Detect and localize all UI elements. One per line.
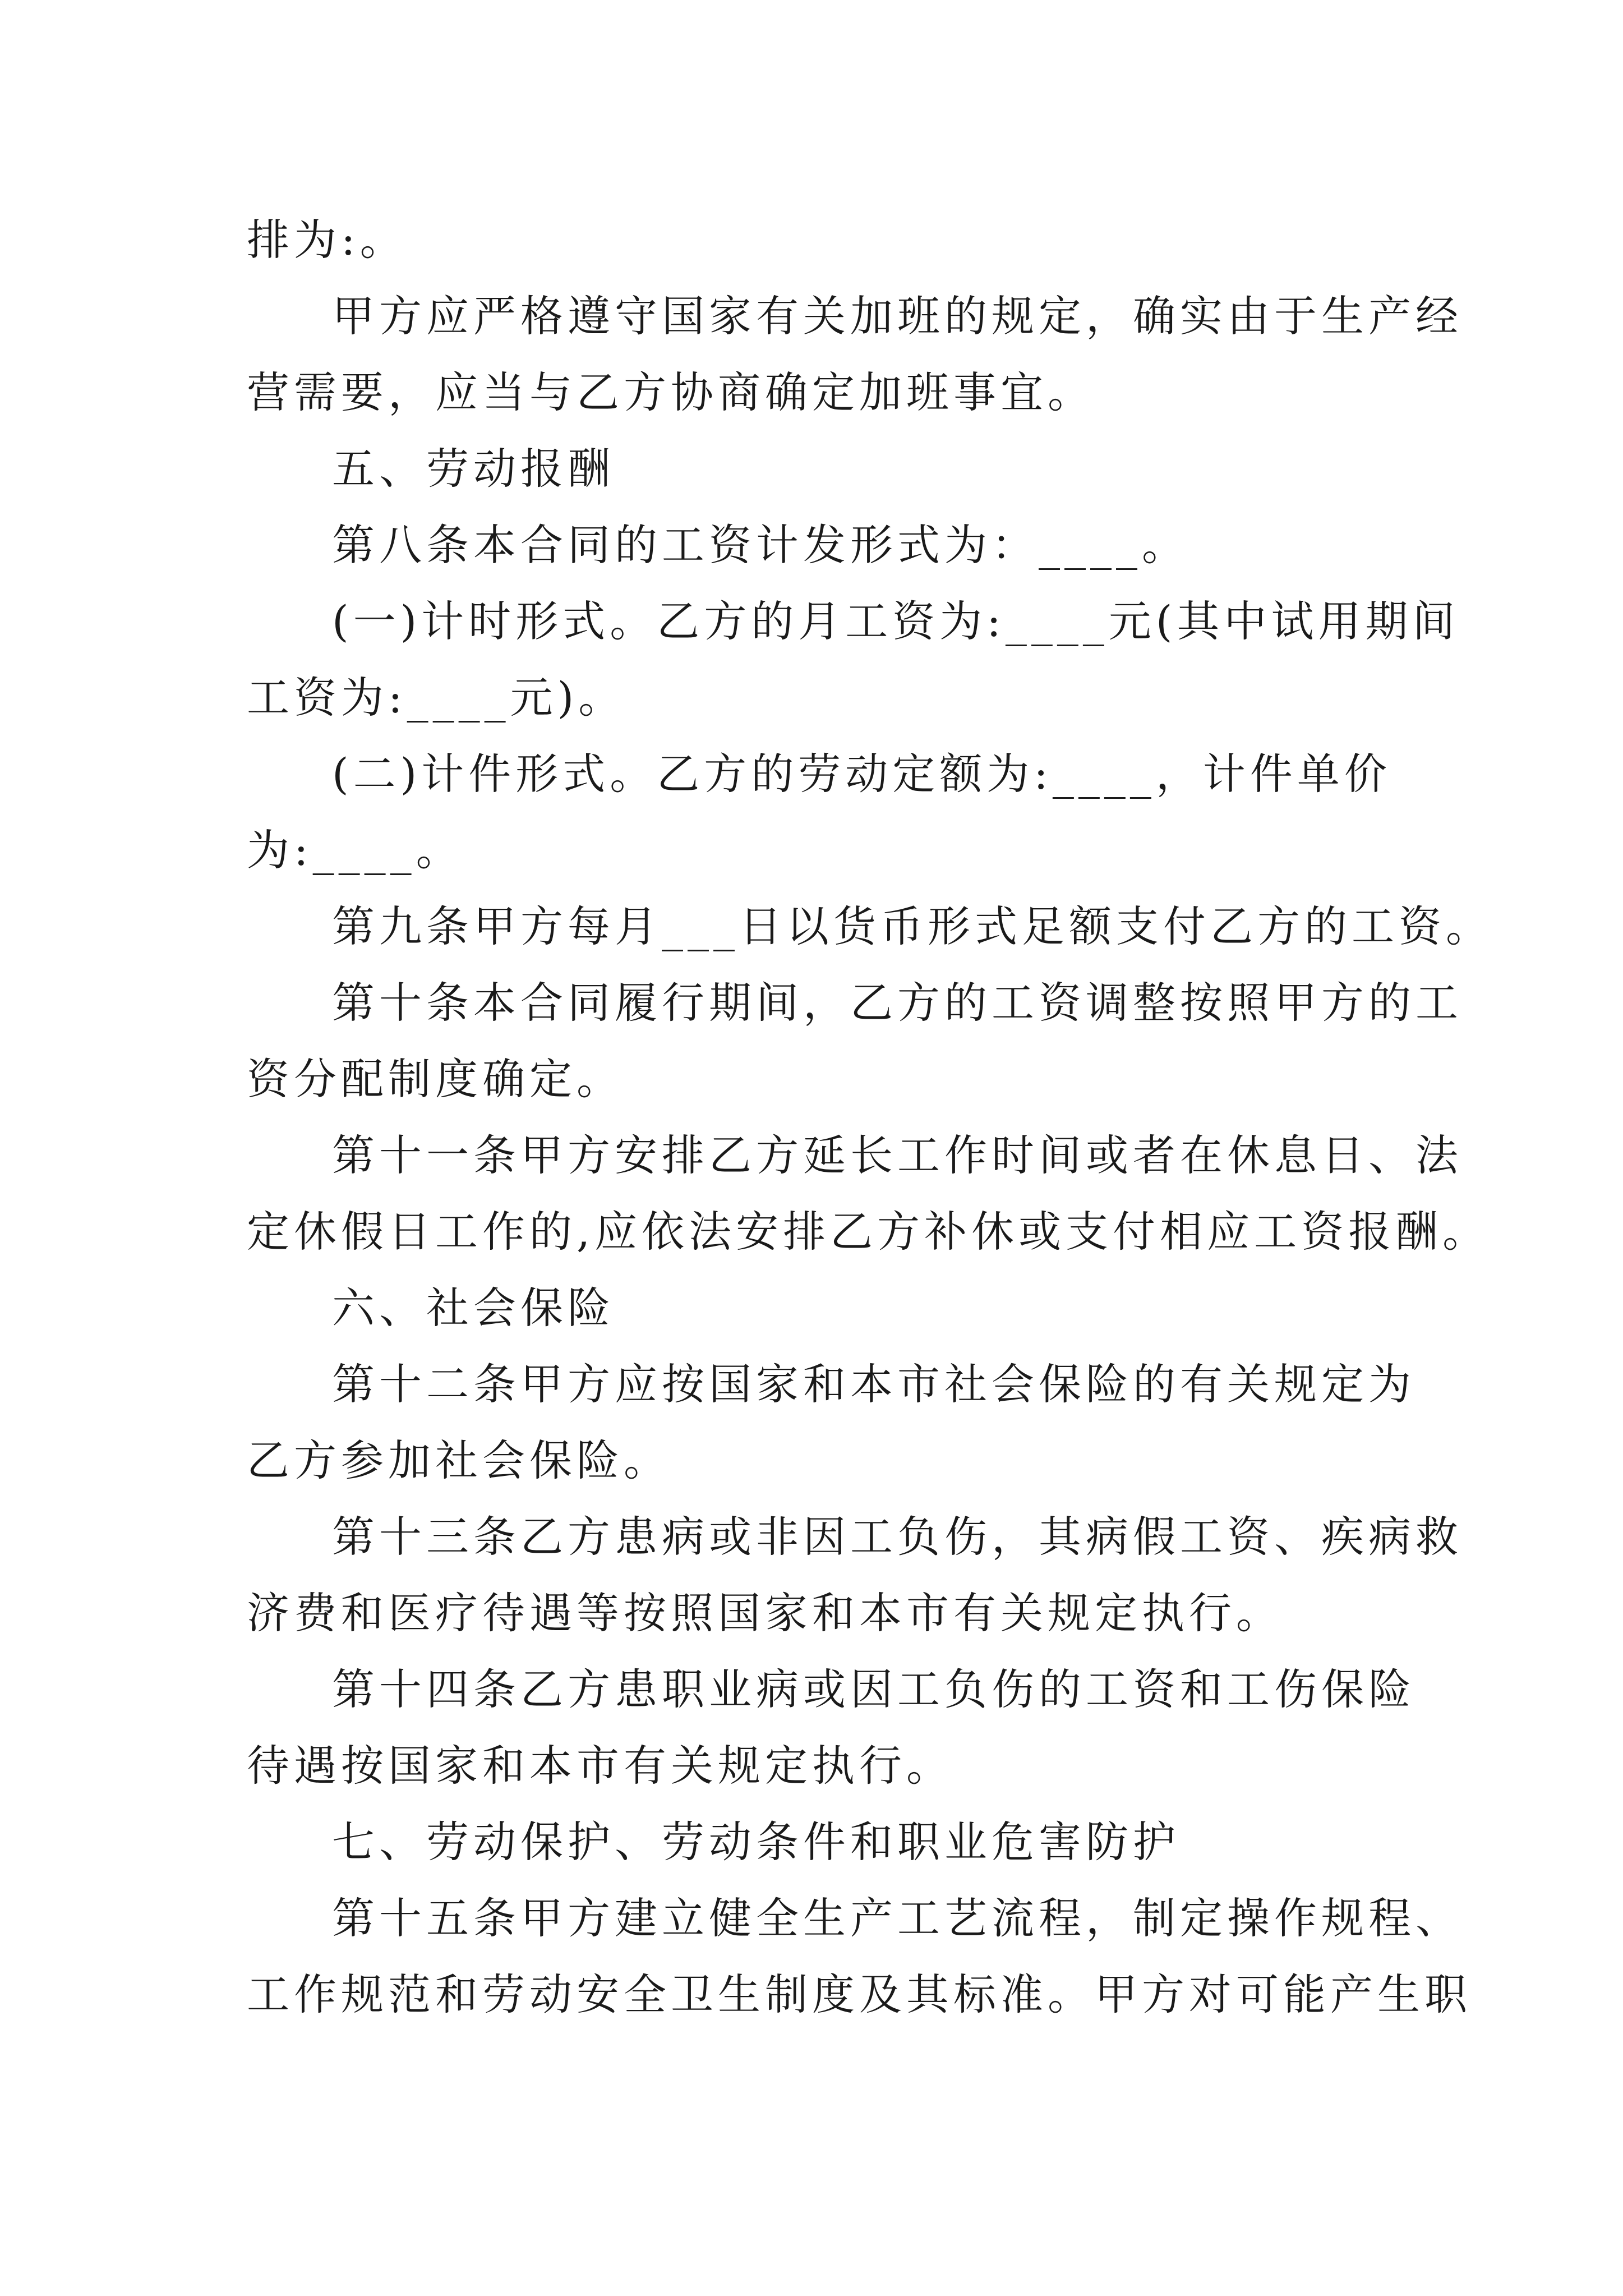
- text-line: 排为:。: [247, 215, 407, 265]
- text-line: (二)计件形式。乙方的劳动定额为:____，计件单价: [332, 749, 1391, 799]
- document-body: [247, 202, 1493, 2033]
- text-line: 资分配制度确定。: [247, 1054, 624, 1104]
- text-line: 甲方应严格遵守国家有关加班的规定，确实由于生产经: [332, 291, 1463, 341]
- text-line: 工作规范和劳动安全卫生制度及其标准。甲方对可能产生职: [247, 1970, 1472, 2019]
- text-line: 第十条本合同履行期间，乙方的工资调整按照甲方的工: [332, 978, 1463, 1028]
- text-line: 第十一条甲方安排乙方延长工作时间或者在休息日、法: [332, 1130, 1463, 1180]
- text-line: 工资为:____元)。: [247, 673, 626, 723]
- text-line: 济费和医疗待遇等按照国家和本市有关规定执行。: [247, 1588, 1283, 1638]
- text-line: (一)计时形式。乙方的月工资为:____元(其中试用期间: [332, 596, 1460, 646]
- text-line: 第八条本合同的工资计发形式为：____。: [332, 520, 1189, 570]
- text-line: 第十五条甲方建立健全生产工艺流程，制定操作规程、: [332, 1893, 1463, 1943]
- text-line: 待遇按国家和本市有关规定执行。: [247, 1741, 953, 1791]
- section-heading: 六、社会保险: [332, 1283, 615, 1333]
- text-line: 定休假日工作的,应依法安排乙方补休或支付相应工资报酬。: [247, 1207, 1490, 1257]
- text-line: 乙方参加社会保险。: [247, 1435, 671, 1485]
- section-heading: 七、劳动保护、劳动条件和职业危害防护: [332, 1817, 1180, 1867]
- text-line: 第九条甲方每月___日以货币形式足额支付乙方的工资。: [332, 901, 1493, 951]
- text-line: 第十三条乙方患病或非因工负伤，其病假工资、疾病救: [332, 1512, 1463, 1562]
- section-heading: 五、劳动报酬: [332, 444, 615, 494]
- text-line: 为:____。: [247, 825, 463, 875]
- text-line: 第十四条乙方患职业病或因工负伤的工资和工伤保险: [332, 1664, 1415, 1714]
- text-line: 第十二条甲方应按国家和本市社会保险的有关规定为: [332, 1359, 1415, 1409]
- text-line: 营需要，应当与乙方协商确定加班事宜。: [247, 367, 1095, 417]
